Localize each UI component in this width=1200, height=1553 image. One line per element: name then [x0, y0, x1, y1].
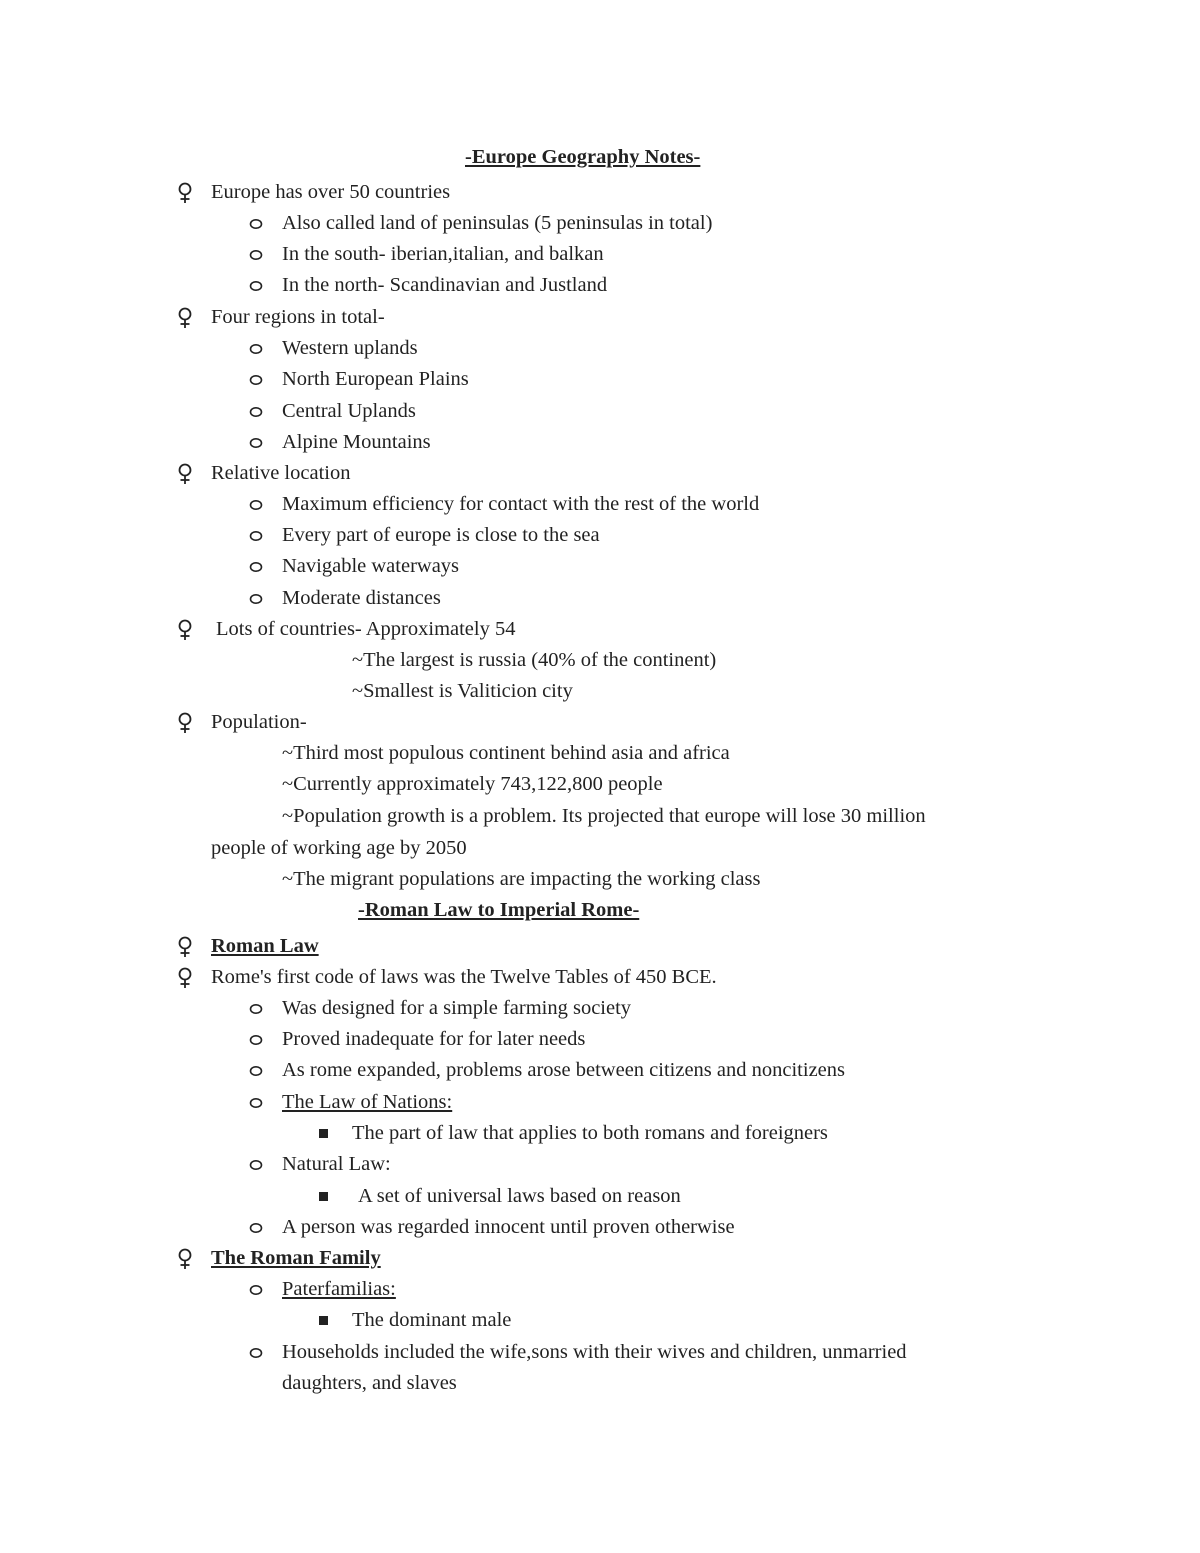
female-sign-icon: [175, 302, 197, 332]
list-item-heading: The Roman Family: [211, 1247, 381, 1269]
list-item-text: Europe has over 50 countries: [211, 181, 451, 203]
list-item: [0, 583, 1200, 613]
list-item-continuation: daughters, and slaves: [282, 1372, 457, 1394]
list-item: [0, 614, 1200, 644]
list-item-text: Households included the wife,sons with their wives and children, unmarried: [282, 1341, 907, 1363]
list-item: [0, 1274, 1200, 1304]
note-line: ~Smallest is Valiticion city: [352, 680, 573, 702]
female-sign-icon: [175, 614, 197, 644]
list-item-text: North European Plains: [282, 368, 469, 390]
list-item-text: Central Uplands: [282, 400, 416, 422]
hollow-circle-icon: [249, 1212, 263, 1242]
list-item: [0, 396, 1200, 426]
hollow-circle-icon: [249, 1337, 263, 1367]
hollow-circle-icon: [249, 1024, 263, 1054]
female-sign-icon: [175, 707, 197, 737]
female-sign-icon: [175, 458, 197, 488]
female-sign-icon: [175, 1243, 197, 1273]
list-item: [0, 551, 1200, 581]
list-item-text: Also called land of peninsulas (5 peninsulas in total): [282, 212, 713, 234]
list-item-text: Rome's first code of laws was the Twelve Tables of 450 BCE.: [211, 966, 717, 988]
list-item: [0, 1305, 1200, 1335]
list-item-text: Four regions in total-: [211, 306, 385, 328]
list-item: [0, 364, 1200, 394]
note-line: people of working age by 2050: [211, 837, 467, 859]
list-item-text: In the north- Scandinavian and Justland: [282, 274, 608, 296]
list-item-heading: Roman Law: [211, 935, 319, 957]
list-item: [0, 1118, 1200, 1148]
list-item: [0, 962, 1200, 992]
list-item: [0, 931, 1200, 961]
filled-square-icon: [318, 1181, 332, 1211]
list-item: [0, 1149, 1200, 1179]
list-item-text: A person was regarded innocent until proven otherwise: [282, 1216, 735, 1238]
list-item-text: Relative location: [211, 462, 351, 484]
list-item: [0, 520, 1200, 550]
filled-square-icon: [318, 1118, 332, 1148]
hollow-circle-icon: [249, 333, 263, 363]
list-item: [0, 1024, 1200, 1054]
list-item: [0, 489, 1200, 519]
list-item-text: Was designed for a simple farming society: [282, 997, 632, 1019]
list-item: [0, 208, 1200, 238]
list-item: [0, 1243, 1200, 1273]
list-item-text: The part of law that applies to both romans and foreigners: [352, 1122, 828, 1144]
hollow-circle-icon: [249, 551, 263, 581]
list-item: [0, 239, 1200, 269]
list-item-text: Every part of europe is close to the sea: [282, 524, 600, 546]
hollow-circle-icon: [249, 396, 263, 426]
list-item-text: A set of universal laws based on reason: [358, 1185, 681, 1207]
list-item: [0, 333, 1200, 363]
list-item: [0, 270, 1200, 300]
hollow-circle-icon: [249, 1149, 263, 1179]
list-item-text: Western uplands: [282, 337, 418, 359]
note-line: ~The largest is russia (40% of the continent): [352, 649, 717, 671]
list-item-text: The Law of Nations:: [282, 1091, 453, 1113]
hollow-circle-icon: [249, 270, 263, 300]
hollow-circle-icon: [249, 239, 263, 269]
female-sign-icon: [175, 177, 197, 207]
list-item-text: Lots of countries- Approximately 54: [216, 618, 516, 640]
list-item: [0, 1337, 1200, 1367]
list-item-text: Alpine Mountains: [282, 431, 431, 453]
list-item-text: The dominant male: [352, 1309, 512, 1331]
list-item: [0, 427, 1200, 457]
note-line: ~Population growth is a problem. Its projected that europe will lose 30 million: [282, 805, 926, 827]
hollow-circle-icon: [249, 520, 263, 550]
female-sign-icon: [175, 931, 197, 961]
hollow-circle-icon: [249, 364, 263, 394]
list-item: [0, 1087, 1200, 1117]
hollow-circle-icon: [249, 208, 263, 238]
list-item-text: Population-: [211, 711, 307, 733]
list-item-text: Natural Law:: [282, 1153, 391, 1175]
note-line: ~Currently approximately 743,122,800 people: [282, 773, 663, 795]
list-item-text: Navigable waterways: [282, 555, 460, 577]
list-item-text: Maximum efficiency for contact with the rest of the world: [282, 493, 760, 515]
list-item: [0, 302, 1200, 332]
list-item: [0, 177, 1200, 207]
hollow-circle-icon: [249, 1055, 263, 1085]
hollow-circle-icon: [249, 583, 263, 613]
list-item: [0, 1212, 1200, 1242]
filled-square-icon: [318, 1305, 332, 1335]
hollow-circle-icon: [249, 1274, 263, 1304]
list-item: [0, 1181, 1200, 1211]
list-item-text: As rome expanded, problems arose between citizens and noncitizens: [282, 1059, 845, 1081]
list-item-text: Moderate distances: [282, 587, 441, 609]
hollow-circle-icon: [249, 489, 263, 519]
hollow-circle-icon: [249, 1087, 263, 1117]
list-item-text: In the south- iberian,italian, and balkan: [282, 243, 604, 265]
list-item: [0, 458, 1200, 488]
list-item-text: Paterfamilias:: [282, 1278, 396, 1300]
list-item-text: Proved inadequate for for later needs: [282, 1028, 586, 1050]
hollow-circle-icon: [249, 993, 263, 1023]
list-item: [0, 707, 1200, 737]
page-title: -Europe Geography Notes-: [465, 146, 701, 168]
list-item: [0, 1055, 1200, 1085]
note-line: ~The migrant populations are impacting the working class: [282, 868, 761, 890]
note-line: ~Third most populous continent behind asia and africa: [282, 742, 730, 764]
section-title: -Roman Law to Imperial Rome-: [358, 899, 640, 921]
hollow-circle-icon: [249, 427, 263, 457]
female-sign-icon: [175, 962, 197, 992]
list-item: [0, 993, 1200, 1023]
